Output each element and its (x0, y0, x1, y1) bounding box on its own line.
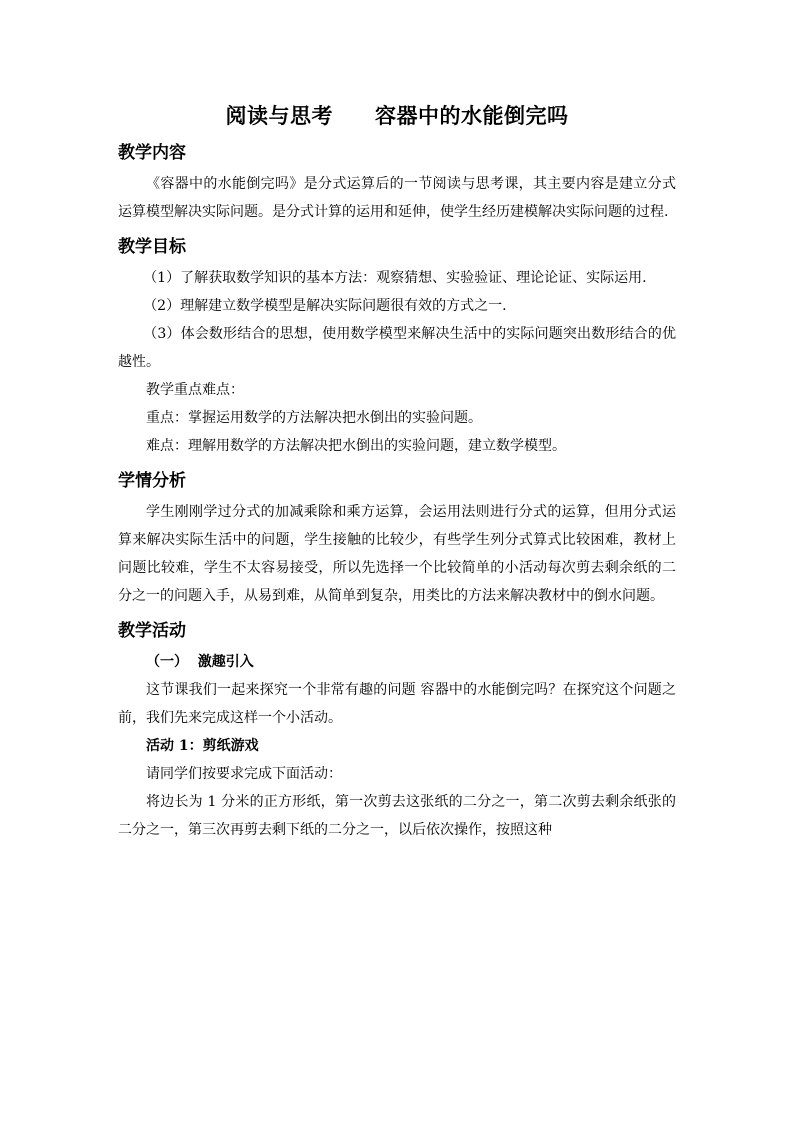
heading-activities: 教学活动 (118, 621, 186, 641)
heading-analysis: 学情分析 (118, 471, 186, 491)
activity1-text: 将边长为 1 分米的正方形纸，第一次剪去这张纸的二分之一，第二次剪去剩余纸张的二分之一，第三次再剪去剩下纸的二分之一，以后依次操作，按照这种 (118, 794, 676, 838)
goal-item-3: （3）体会数形结合的思想，使用数学模型来解决生活中的实际问题突出数形结合的优越性。 (118, 326, 676, 370)
heading-content: 教学内容 (118, 143, 186, 163)
activity1-title: 活动 1：剪纸游戏 (146, 738, 259, 754)
title-left: 阅读与思考 (225, 103, 333, 128)
subsection-intro: （一） 激趣引入 (146, 654, 254, 670)
key-point: 重点：掌握运用数学的方法解决把水倒出的实验问题。 (146, 410, 482, 426)
activity1-instruction: 请同学们按要求完成下面活动： (146, 766, 342, 782)
intro-paragraph: 这节课我们一起来探究一个非常有趣的问题 容器中的水能倒完吗？在探究这个问题之前，我们先来完成这样一个小活动。 (118, 682, 676, 726)
document-body (118, 100, 676, 844)
difficult-point: 难点：理解用数学的方法解决把水倒出的实验问题，建立数学模型。 (146, 438, 566, 454)
content-paragraph: 《容器中的水能倒完吗》是分式运算后的一节阅读与思考课，其主要内容是建立分式运算模型解决实际问题。是分式计算的运用和延伸，使学生经历建模解决实际问题的过程. (118, 176, 676, 220)
goal-item-1: （1）了解获取数学知识的基本方法：观察猜想、实验验证、理论论证、实际运用. (143, 270, 647, 286)
goal-item-2: （2）理解建立数学模型是解决实际问题很有效的方式之一. (143, 298, 507, 314)
analysis-paragraph: 学生刚刚学过分式的加减乘除和乘方运算，会运用法则进行分式的运算，但用分式运算来解决实际生活中的问题，学生接触的比较少，有些学生列分式算式比较困难，教材上问题比较难，学生不太容易接受，所以先选择一个比较简单的小活动每次剪去剩余纸的二分之一的问题入手，从易到难，从简单到复杂，用类比的方法来解决教材中的倒水问题。 (118, 504, 676, 604)
title-right: 容器中的水能倒完吗 (375, 103, 569, 128)
key-difficult-label: 教学重点难点： (146, 382, 244, 398)
page-title (118, 100, 676, 130)
heading-goals: 教学目标 (118, 237, 186, 257)
